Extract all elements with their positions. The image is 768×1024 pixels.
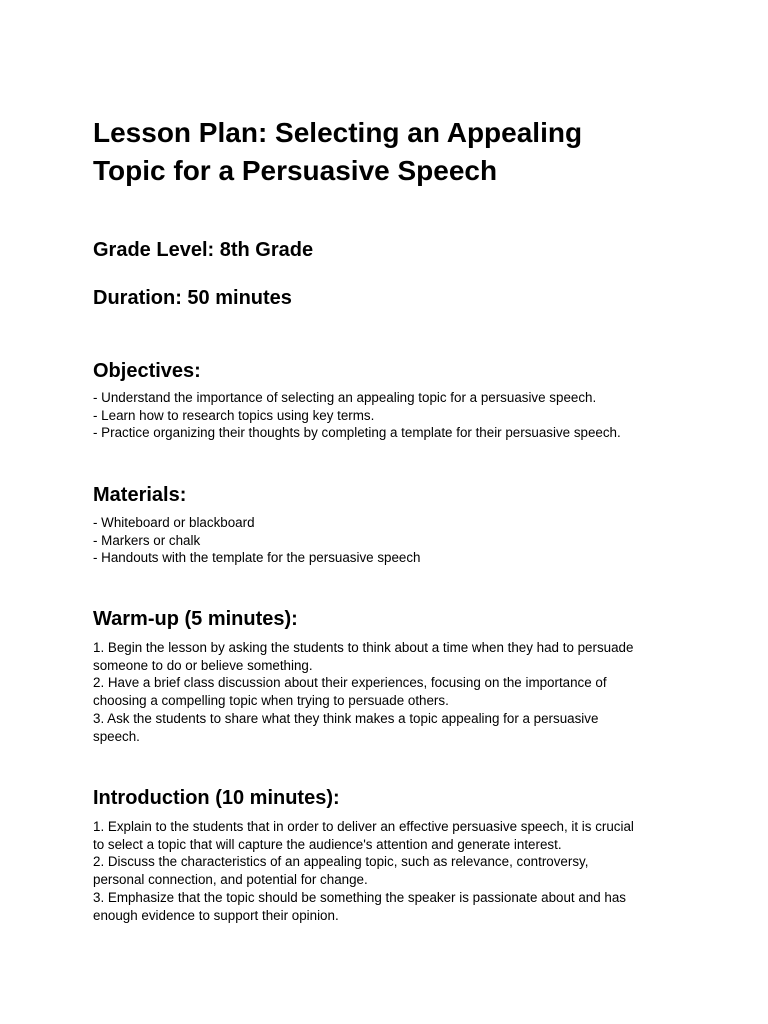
material-item: - Whiteboard or blackboard bbox=[93, 515, 255, 530]
warmup-line: someone to do or believe something. bbox=[93, 657, 313, 673]
objectives-list bbox=[93, 389, 675, 442]
grade-level: Grade Level: 8th Grade bbox=[93, 239, 314, 261]
introduction-list bbox=[93, 818, 675, 924]
title-line-1: Lesson Plan: Selecting an Appealing bbox=[93, 117, 583, 148]
document-title bbox=[93, 114, 693, 190]
introduction-line: personal connection, and potential for change. bbox=[93, 872, 368, 888]
introduction-line: 3. Emphasize that the topic should be something the speaker is passionate about and has bbox=[93, 889, 626, 905]
objective-item: - Understand the importance of selecting an appealing topic for a persuasive speech. bbox=[93, 390, 597, 405]
material-item: - Markers or chalk bbox=[93, 532, 201, 548]
introduction-line: enough evidence to support their opinion. bbox=[93, 907, 339, 923]
objectives-heading: Objectives: bbox=[93, 360, 201, 382]
material-item: - Handouts with the template for the persuasive speech bbox=[93, 550, 421, 566]
introduction-line: 1. Explain to the students that in order to deliver an effective persuasive speech, it is crucial bbox=[93, 819, 634, 834]
warmup-list bbox=[93, 639, 675, 745]
warmup-line: speech. bbox=[93, 728, 140, 744]
title-line-2: Topic for a Persuasive Speech bbox=[93, 155, 498, 186]
warmup-line: 2. Have a brief class discussion about their experiences, focusing on the importance of bbox=[93, 675, 607, 691]
introduction-heading: Introduction (10 minutes): bbox=[93, 787, 340, 809]
introduction-line: to select a topic that will capture the audience's attention and generate interest. bbox=[93, 836, 562, 852]
warmup-line: 3. Ask the students to share what they think makes a topic appealing for a persuasive bbox=[93, 710, 599, 726]
warmup-line: 1. Begin the lesson by asking the students to think about a time when they had to persuade bbox=[93, 640, 634, 655]
objective-item: - Learn how to research topics using key terms. bbox=[93, 407, 375, 423]
warmup-heading: Warm-up (5 minutes): bbox=[93, 608, 298, 630]
materials-heading: Materials: bbox=[93, 484, 187, 506]
warmup-line: choosing a compelling topic when trying to persuade others. bbox=[93, 693, 449, 709]
introduction-line: 2. Discuss the characteristics of an appealing topic, such as relevance, controversy, bbox=[93, 854, 589, 870]
objective-item: - Practice organizing their thoughts by completing a template for their persuasive speech. bbox=[93, 425, 621, 441]
materials-list bbox=[93, 514, 675, 567]
duration: Duration: 50 minutes bbox=[93, 287, 292, 309]
